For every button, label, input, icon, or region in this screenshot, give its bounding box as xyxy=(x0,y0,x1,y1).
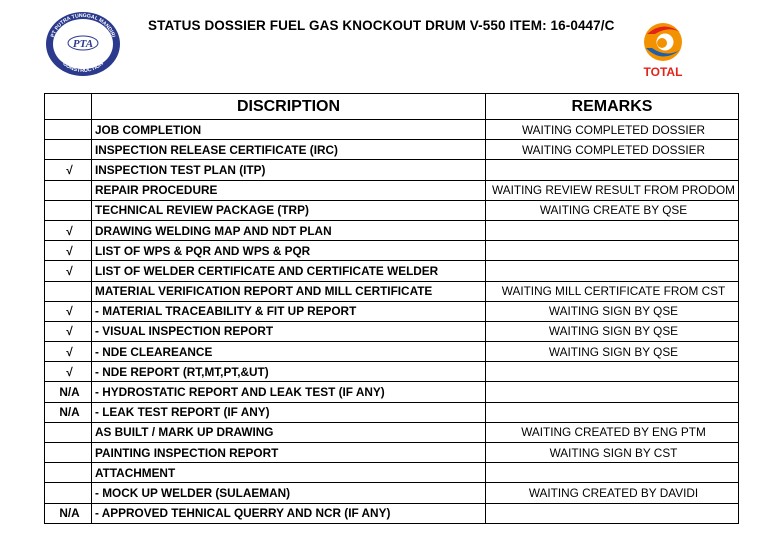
remarks-column-header: REMARKS xyxy=(486,94,739,120)
remarks-cell xyxy=(486,503,739,523)
description-cell: - NDE REPORT (RT,MT,PT,&UT) xyxy=(92,362,486,382)
description-cell: ATTACHMENT xyxy=(92,463,486,483)
table-row xyxy=(45,200,739,220)
description-cell: - LEAK TEST REPORT (IF ANY) xyxy=(92,402,486,422)
remarks-cell: WAITING SIGN BY CST xyxy=(486,443,739,463)
description-cell: - APPROVED TEHNICAL QUERRY AND NCR (IF ANY) xyxy=(92,503,486,523)
pta-logo-bottom-text: CONSTRUCTION xyxy=(61,60,105,75)
status-mark-cell xyxy=(45,140,92,160)
description-column-header: DISCRIPTION xyxy=(92,94,486,120)
description-cell: AS BUILT / MARK UP DRAWING xyxy=(92,422,486,442)
pta-logo-top-text: PT PUTRA TUNGGAL MANDIRI xyxy=(49,12,117,39)
table-row xyxy=(45,382,739,402)
remarks-cell xyxy=(486,362,739,382)
description-cell: LIST OF WELDER CERTIFICATE AND CERTIFICATE WELDER xyxy=(92,261,486,281)
remarks-cell: WAITING SIGN BY QSE xyxy=(486,342,739,362)
table-row xyxy=(45,120,739,140)
table-row xyxy=(45,180,739,200)
table-row xyxy=(45,362,739,382)
description-cell: DRAWING WELDING MAP AND NDT PLAN xyxy=(92,220,486,240)
status-mark-cell xyxy=(45,200,92,220)
table-row xyxy=(45,503,739,523)
table-row xyxy=(45,140,739,160)
status-mark-cell: √ xyxy=(45,301,92,321)
description-cell: - HYDROSTATIC REPORT AND LEAK TEST (IF ANY) xyxy=(92,382,486,402)
description-cell: TECHNICAL REVIEW PACKAGE (TRP) xyxy=(92,200,486,220)
table-row xyxy=(45,402,739,422)
table-row xyxy=(45,443,739,463)
remarks-cell: WAITING CREATED BY DAVIDI xyxy=(486,483,739,503)
description-cell: PAINTING INSPECTION REPORT xyxy=(92,443,486,463)
status-mark-cell: √ xyxy=(45,160,92,180)
table-row xyxy=(45,483,739,503)
description-cell: MATERIAL VERIFICATION REPORT AND MILL CERTIFICATE xyxy=(92,281,486,301)
table-row xyxy=(45,281,739,301)
remarks-cell: WAITING COMPLETED DOSSIER xyxy=(486,140,739,160)
table-row xyxy=(45,321,739,341)
table-row xyxy=(45,342,739,362)
description-cell: LIST OF WPS & PQR AND WPS & PQR xyxy=(92,241,486,261)
description-cell: - NDE CLEAREANCE xyxy=(92,342,486,362)
status-mark-cell: √ xyxy=(45,321,92,341)
remarks-cell xyxy=(486,241,739,261)
table-row xyxy=(45,261,739,281)
table-row xyxy=(45,220,739,240)
remarks-cell: WAITING CREATED BY ENG PTM xyxy=(486,422,739,442)
table-row xyxy=(45,463,739,483)
mark-column-header xyxy=(45,94,92,120)
remarks-cell xyxy=(486,261,739,281)
table-row xyxy=(45,422,739,442)
document-title: STATUS DOSSIER FUEL GAS KNOCKOUT DRUM V-550 ITEM: 16-0447/C xyxy=(148,18,615,33)
status-mark-cell: √ xyxy=(45,241,92,261)
status-mark-cell xyxy=(45,281,92,301)
remarks-cell xyxy=(486,402,739,422)
remarks-cell: WAITING SIGN BY QSE xyxy=(486,301,739,321)
status-mark-cell: N/A xyxy=(45,402,92,422)
remarks-cell: WAITING MILL CERTIFICATE FROM CST xyxy=(486,281,739,301)
pta-logo-center-text: PTA xyxy=(72,38,94,50)
remarks-cell xyxy=(486,220,739,240)
description-cell: - VISUAL INSPECTION REPORT xyxy=(92,321,486,341)
status-mark-cell: √ xyxy=(45,342,92,362)
remarks-cell xyxy=(486,160,739,180)
status-mark-cell xyxy=(45,443,92,463)
description-cell: REPAIR PROCEDURE xyxy=(92,180,486,200)
pta-logo xyxy=(44,10,122,78)
description-cell: - MATERIAL TRACEABILITY & FIT UP REPORT xyxy=(92,301,486,321)
status-mark-cell: √ xyxy=(45,220,92,240)
table-row xyxy=(45,301,739,321)
description-cell: JOB COMPLETION xyxy=(92,120,486,140)
status-table xyxy=(44,93,739,524)
status-mark-cell xyxy=(45,483,92,503)
status-mark-cell xyxy=(45,120,92,140)
remarks-cell xyxy=(486,463,739,483)
total-logo xyxy=(628,18,698,80)
status-mark-cell xyxy=(45,463,92,483)
description-cell: INSPECTION RELEASE CERTIFICATE (IRC) xyxy=(92,140,486,160)
remarks-cell: WAITING COMPLETED DOSSIER xyxy=(486,120,739,140)
remarks-cell: WAITING CREATE BY QSE xyxy=(486,200,739,220)
status-mark-cell xyxy=(45,422,92,442)
status-mark-cell xyxy=(45,180,92,200)
remarks-cell: WAITING SIGN BY QSE xyxy=(486,321,739,341)
status-mark-cell: N/A xyxy=(45,382,92,402)
table-row xyxy=(45,241,739,261)
status-mark-cell: √ xyxy=(45,261,92,281)
description-cell: INSPECTION TEST PLAN (ITP) xyxy=(92,160,486,180)
status-mark-cell: N/A xyxy=(45,503,92,523)
table-row xyxy=(45,160,739,180)
total-logo-wordmark: TOTAL xyxy=(643,65,683,79)
status-mark-cell: √ xyxy=(45,362,92,382)
remarks-cell xyxy=(486,382,739,402)
remarks-cell: WAITING REVIEW RESULT FROM PRODOM xyxy=(486,180,739,200)
description-cell: - MOCK UP WELDER (SULAEMAN) xyxy=(92,483,486,503)
